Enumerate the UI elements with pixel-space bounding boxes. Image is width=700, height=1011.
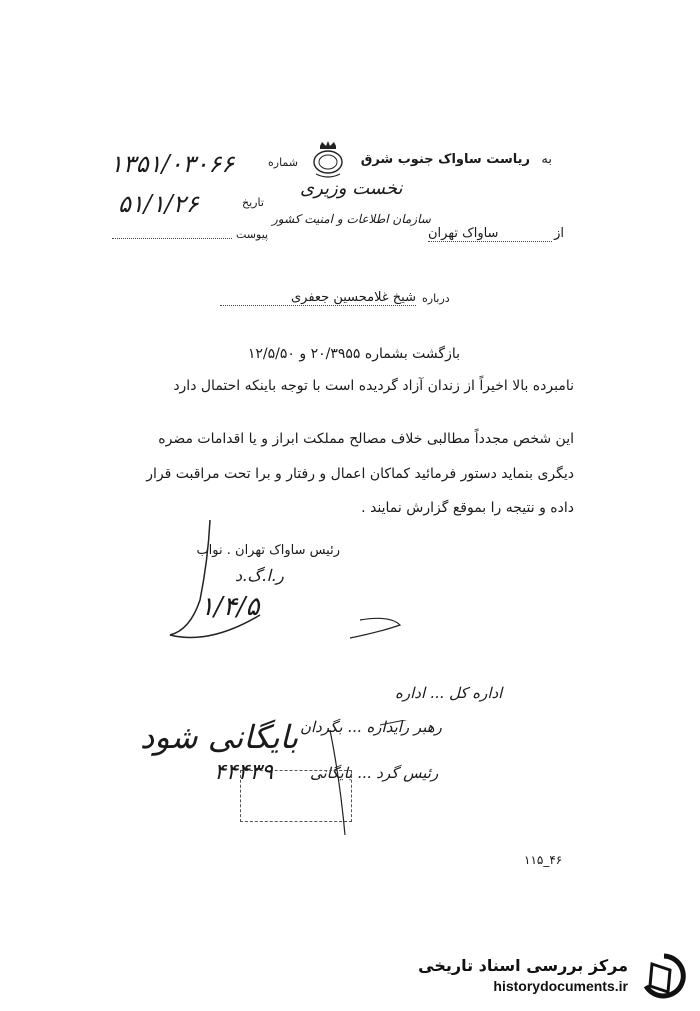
signature-scribble-icon <box>150 520 410 650</box>
subject-value: شیخ غلامحسین جعفری <box>220 290 416 306</box>
gov-title: نخست وزیری <box>300 178 403 199</box>
watermark-site[interactable]: historydocuments.ir <box>493 978 628 994</box>
annotation-line-1: اداره کل ... اداره <box>395 684 503 702</box>
lion-and-sun-crest-icon <box>306 140 350 180</box>
footer-code: ۱۱۵_۴۶ <box>524 853 563 867</box>
attachment-label: پیوست <box>236 228 269 241</box>
signature-date: ۱/۴/۵ <box>200 592 260 622</box>
watermark <box>398 952 688 1002</box>
reference-line: بازگشت بشماره ۲۰/۳۹۵۵ و ۱۲/۵/۵۰ <box>247 346 460 362</box>
body-line-3: دیگری بنماید دستور فرمائید کماکان اعمال و رفتار و برا تحت مراقبت قرار <box>146 466 574 482</box>
gov-subtitle: سازمان اطلاعات و امنیت کشور <box>272 212 431 226</box>
number-value: ۱۳۵۱/۰۳۰۶۶ <box>110 150 235 178</box>
date-value: ۵۱/۱/۲۶ <box>118 190 199 218</box>
body-line-1: نامبرده بالا اخیراً از زندان آزاد گردیده است با توجه باینکه احتمال دارد <box>173 378 574 394</box>
from-value: ساواک تهران <box>428 226 552 242</box>
from-label: از <box>554 226 564 241</box>
annotation-line-3: رئیس گرد ... بایگانی <box>310 764 439 782</box>
body-line-4: داده و نتیجه را بموقع گزارش نمایند . <box>361 500 574 516</box>
watermark-title: مرکز بررسی اسناد تاریخی <box>418 956 628 975</box>
annotation-large-note: بایگانی شود <box>140 718 299 756</box>
stamp-number: ۴۴۴۳۹ <box>214 760 274 785</box>
signature-title: رئیس ساواک تهران . نواب <box>196 543 340 558</box>
annotation-stroke-icon <box>320 720 440 840</box>
subject-label: درباره <box>422 292 450 305</box>
history-documents-logo-icon <box>640 952 688 1000</box>
annotation-line-2: رهبر رایداره ... بگردان <box>300 718 442 736</box>
to-label: به <box>541 152 552 167</box>
body-line-2: این شخص مجدداً مطالبی خلاف مصالح مملکت ابراز و یا اقدامات مضره <box>158 431 574 447</box>
to-value: ریاست ساواک جنوب شرق <box>360 152 530 167</box>
attachment-line <box>112 238 232 239</box>
date-label: تاریخ <box>242 196 264 209</box>
signature-scribble: ر.ا.گ.د <box>235 566 284 585</box>
number-label: شماره <box>268 156 299 169</box>
